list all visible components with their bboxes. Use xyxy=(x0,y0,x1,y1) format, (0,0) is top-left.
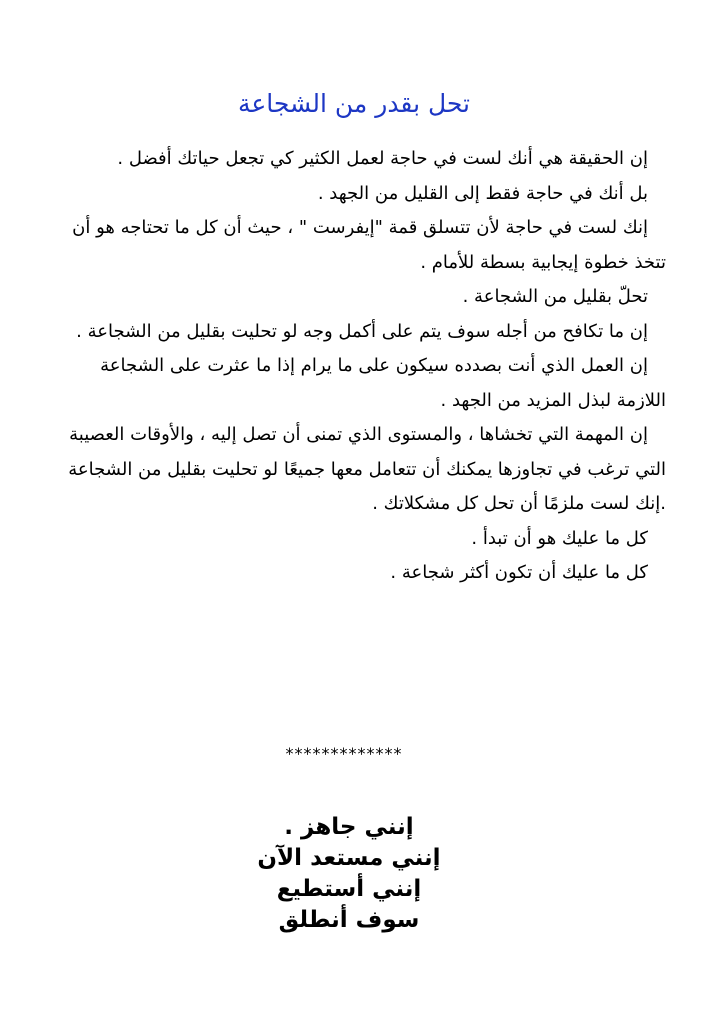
paragraph: إن ما تكافح من أجله سوف يتم على أكمل وجه لو تحليت بقليل من الشجاعة . xyxy=(76,320,648,342)
paragraph: إن العمل الذي أنت بصدده سيكون على ما يرام إذا ما عثرت على الشجاعة اللازمة لبذل المزيد من الجهد . xyxy=(100,355,666,411)
paragraph: بل أنك في حاجة فقط إلى القليل من الجهد . xyxy=(317,182,648,204)
closing-line: إنني أستطيع xyxy=(276,876,422,902)
closing-lines xyxy=(0,812,728,936)
paragraph: إن المهمة التي تخشاها ، والمستوى الذي تمنى أن تصل إليه ، والأوقات العصيبة التي ترغب في تجاوزها يمكنك أن تتعامل معها جميعًا لو تحليت بقليل من الشجاعة .إنك لست ملزمًا أن تحل كل مشكلاتك . xyxy=(68,424,666,514)
paragraph: كل ما عليك أن تكون أكثر شجاعة . xyxy=(390,562,648,583)
closing-line: سوف أنطلق xyxy=(278,907,420,933)
closing-line: إنني مستعد الآن xyxy=(257,845,441,871)
paragraph: إنك لست في حاجة لأن تتسلق قمة "إيفرست " ، حيث أن كل ما تحتاجه هو أن تتخذ خطوة إيجابية بسطة للأمام . xyxy=(72,217,666,273)
document-body xyxy=(60,142,666,591)
separator-asterisks: ************* xyxy=(285,744,403,763)
closing-line: إنني جاهز . xyxy=(284,814,414,840)
paragraph: إن الحقيقة هي أنك لست في حاجة لعمل الكثير كي تجعل حياتك أفضل . xyxy=(117,148,648,169)
paragraph: تحلّ بقليل من الشجاعة . xyxy=(462,286,648,307)
document-title: تحل بقدر من الشجاعة xyxy=(237,89,471,118)
paragraph: كل ما عليك هو أن تبدأ . xyxy=(471,527,648,549)
